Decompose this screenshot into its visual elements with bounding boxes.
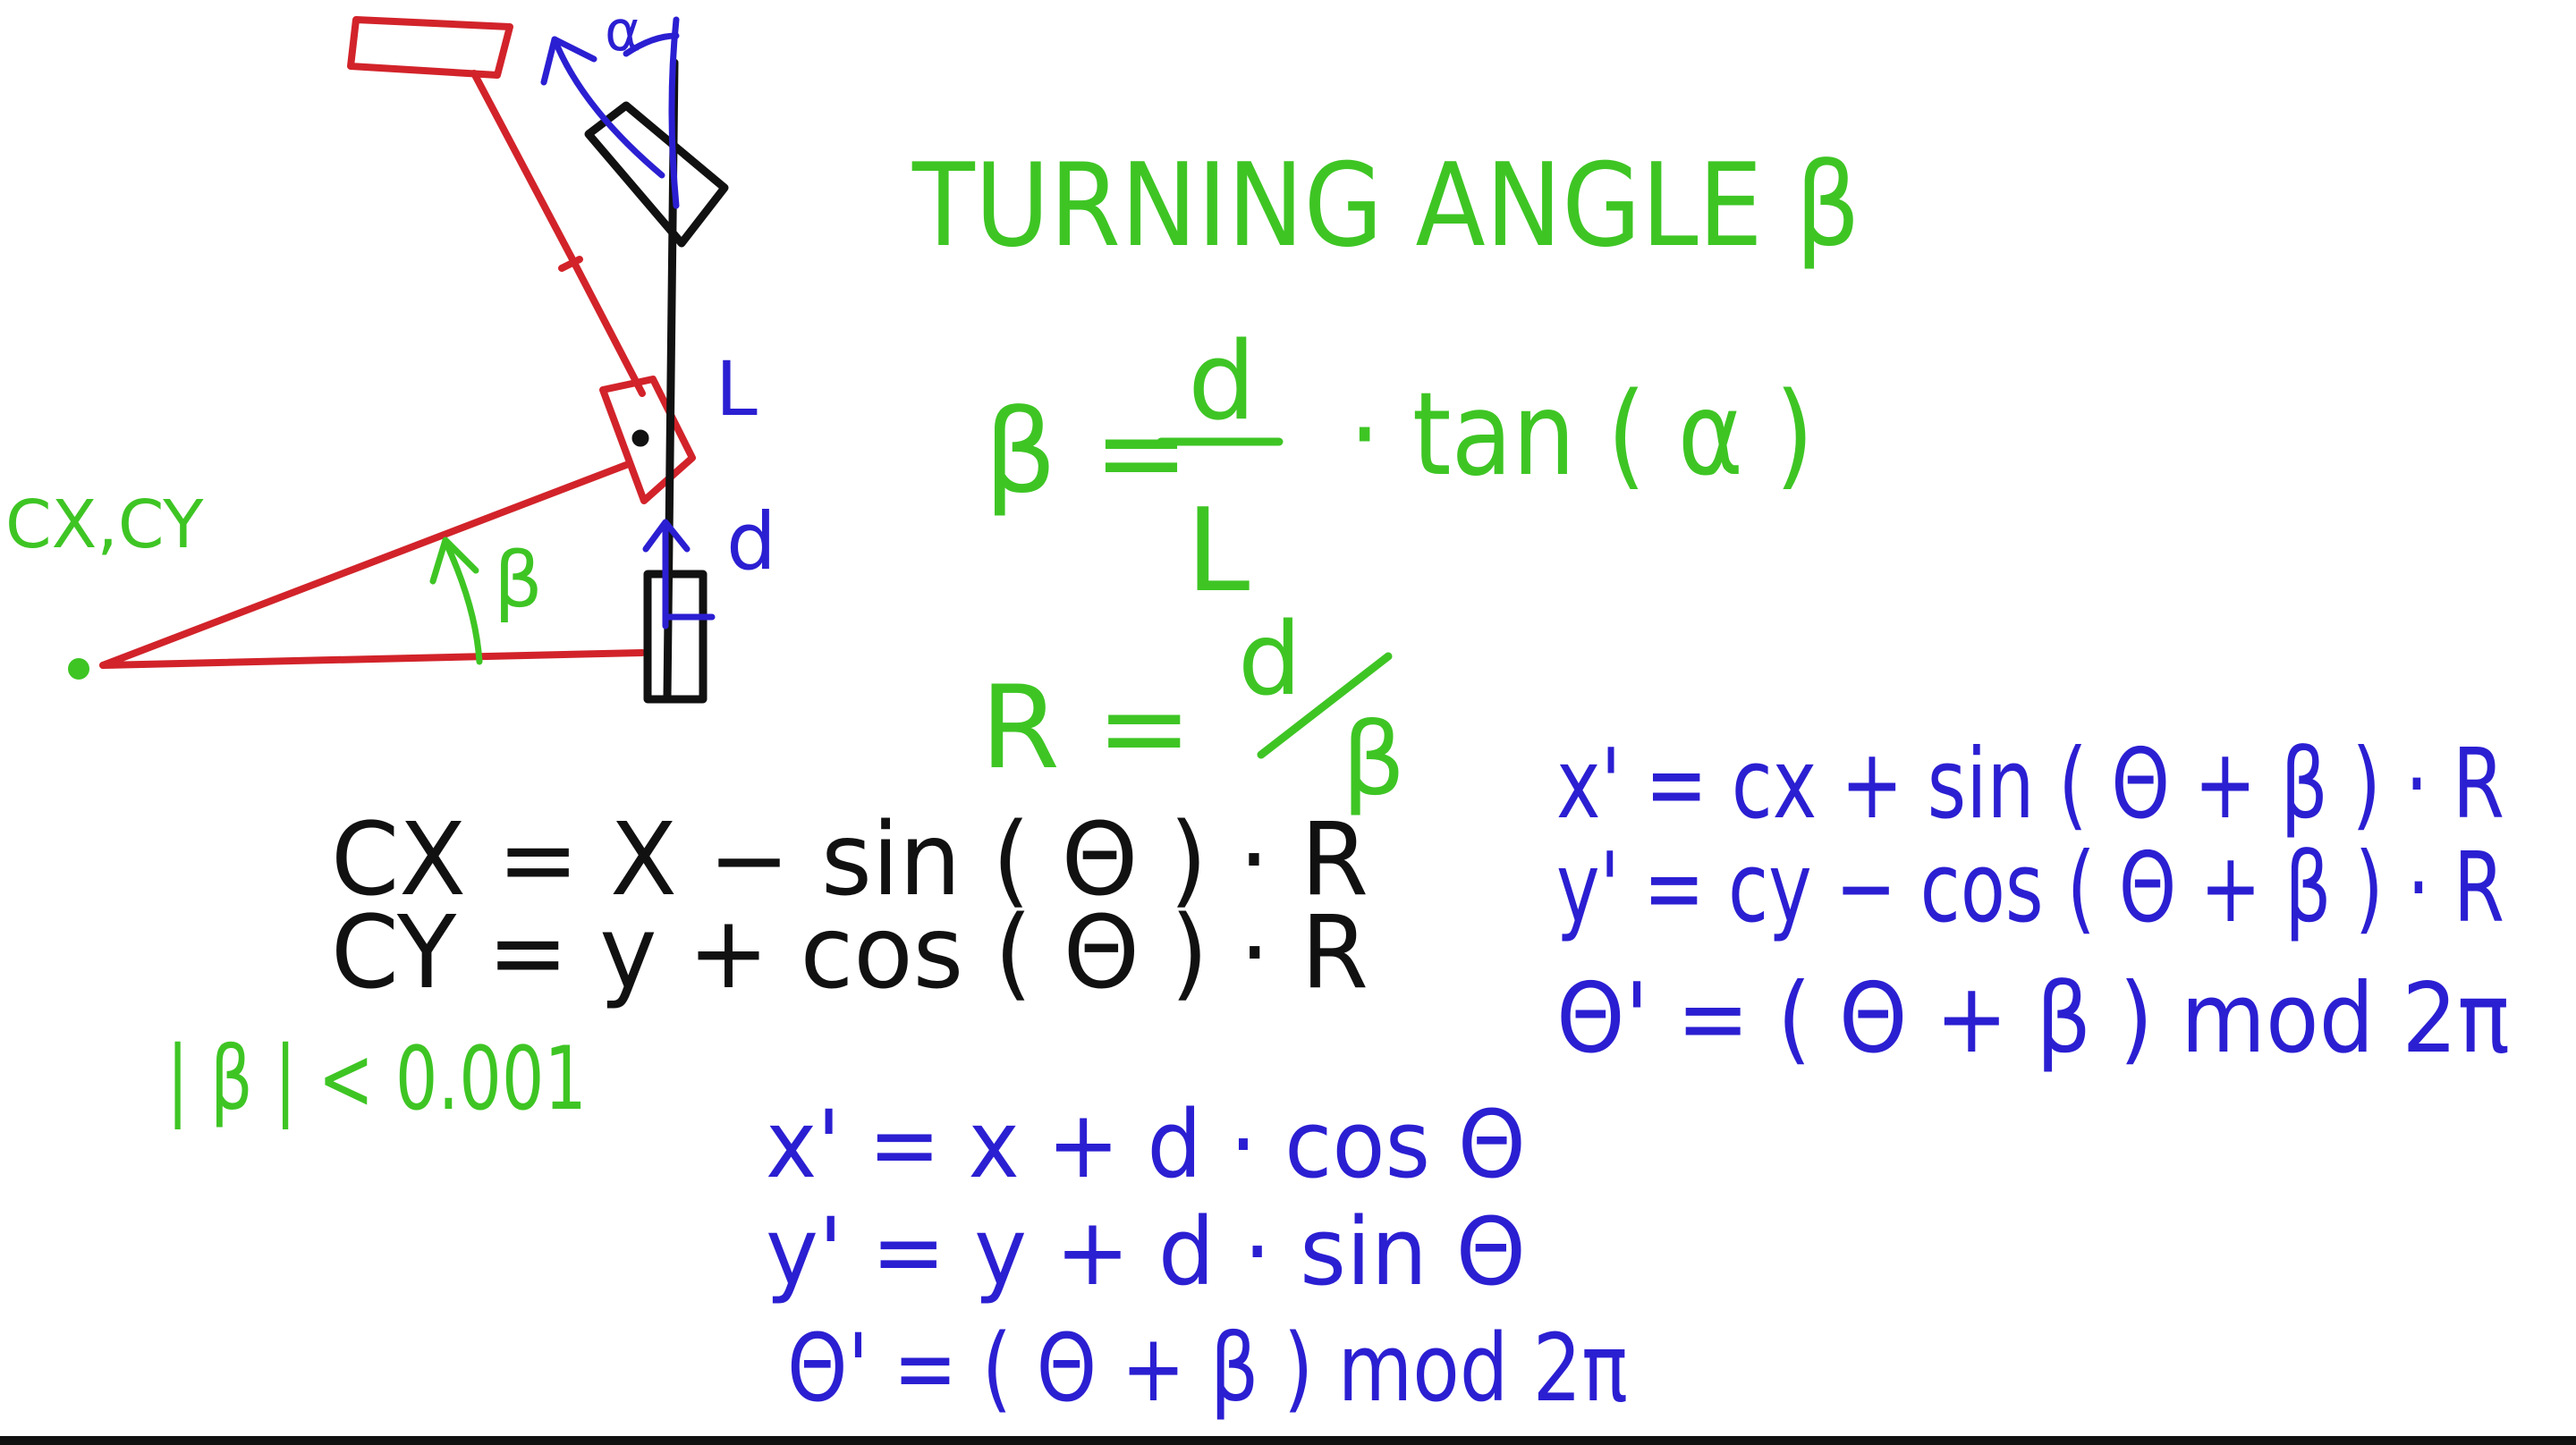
radius-formula xyxy=(980,602,1405,818)
straight-theta-update: Θ' = ( Θ + β ) mod 2π xyxy=(787,1314,1628,1423)
radius-formula-denominator: β xyxy=(1342,702,1406,818)
alpha-label: α xyxy=(605,0,641,63)
rear-axle-dot xyxy=(636,434,645,443)
turned-axis-line xyxy=(474,73,642,393)
rear-wheel xyxy=(648,574,703,699)
beta-arrow xyxy=(433,540,479,662)
beta-formula-rhs: · tan ( α ) xyxy=(1349,368,1814,502)
turning-theta-update: Θ' = ( Θ + β ) mod 2π xyxy=(1556,963,2510,1075)
beta-threshold: | β | < 0.001 xyxy=(166,1028,587,1130)
robot-diagram xyxy=(5,0,776,699)
length-label: L xyxy=(716,345,758,433)
distance-label: d xyxy=(726,495,776,587)
page-title: TURNING ANGLE β xyxy=(911,139,1861,273)
radius-line-lower xyxy=(103,653,642,665)
video-bottom-edge xyxy=(0,1436,2576,1445)
cy-equation: CY = y + cos ( Θ ) · R xyxy=(331,895,1368,1011)
cx-equation: CX = X − sin ( Θ ) · R xyxy=(331,802,1368,918)
turning-y-update: y' = cy − cos ( Θ + β ) · R xyxy=(1556,832,2504,944)
radius-formula-lhs: R = xyxy=(980,662,1192,795)
steering-arrowhead xyxy=(544,39,594,82)
straight-x-update: x' = x + d · cos Θ xyxy=(766,1090,1526,1199)
beta-formula-numerator: d xyxy=(1188,320,1257,444)
beta-formula xyxy=(984,320,1814,618)
straight-motion-equations xyxy=(766,1090,1628,1423)
beta-formula-denominator: L xyxy=(1186,485,1250,618)
radius-formula-numerator: d xyxy=(1238,602,1302,718)
turning-center-point xyxy=(68,658,89,680)
turned-front-wheel xyxy=(351,20,510,75)
beta-arc xyxy=(447,545,479,662)
beta-formula-lhs: β = xyxy=(984,386,1190,520)
beta-label: β xyxy=(494,536,543,625)
straight-y-update: y' = y + d · sin Θ xyxy=(766,1197,1526,1306)
turning-x-update: x' = cx + sin ( Θ + β ) · R xyxy=(1556,729,2504,841)
turning-motion-equations xyxy=(1556,729,2510,1075)
turning-center-label: CX,CY xyxy=(5,486,204,563)
center-equations xyxy=(331,802,1368,1011)
